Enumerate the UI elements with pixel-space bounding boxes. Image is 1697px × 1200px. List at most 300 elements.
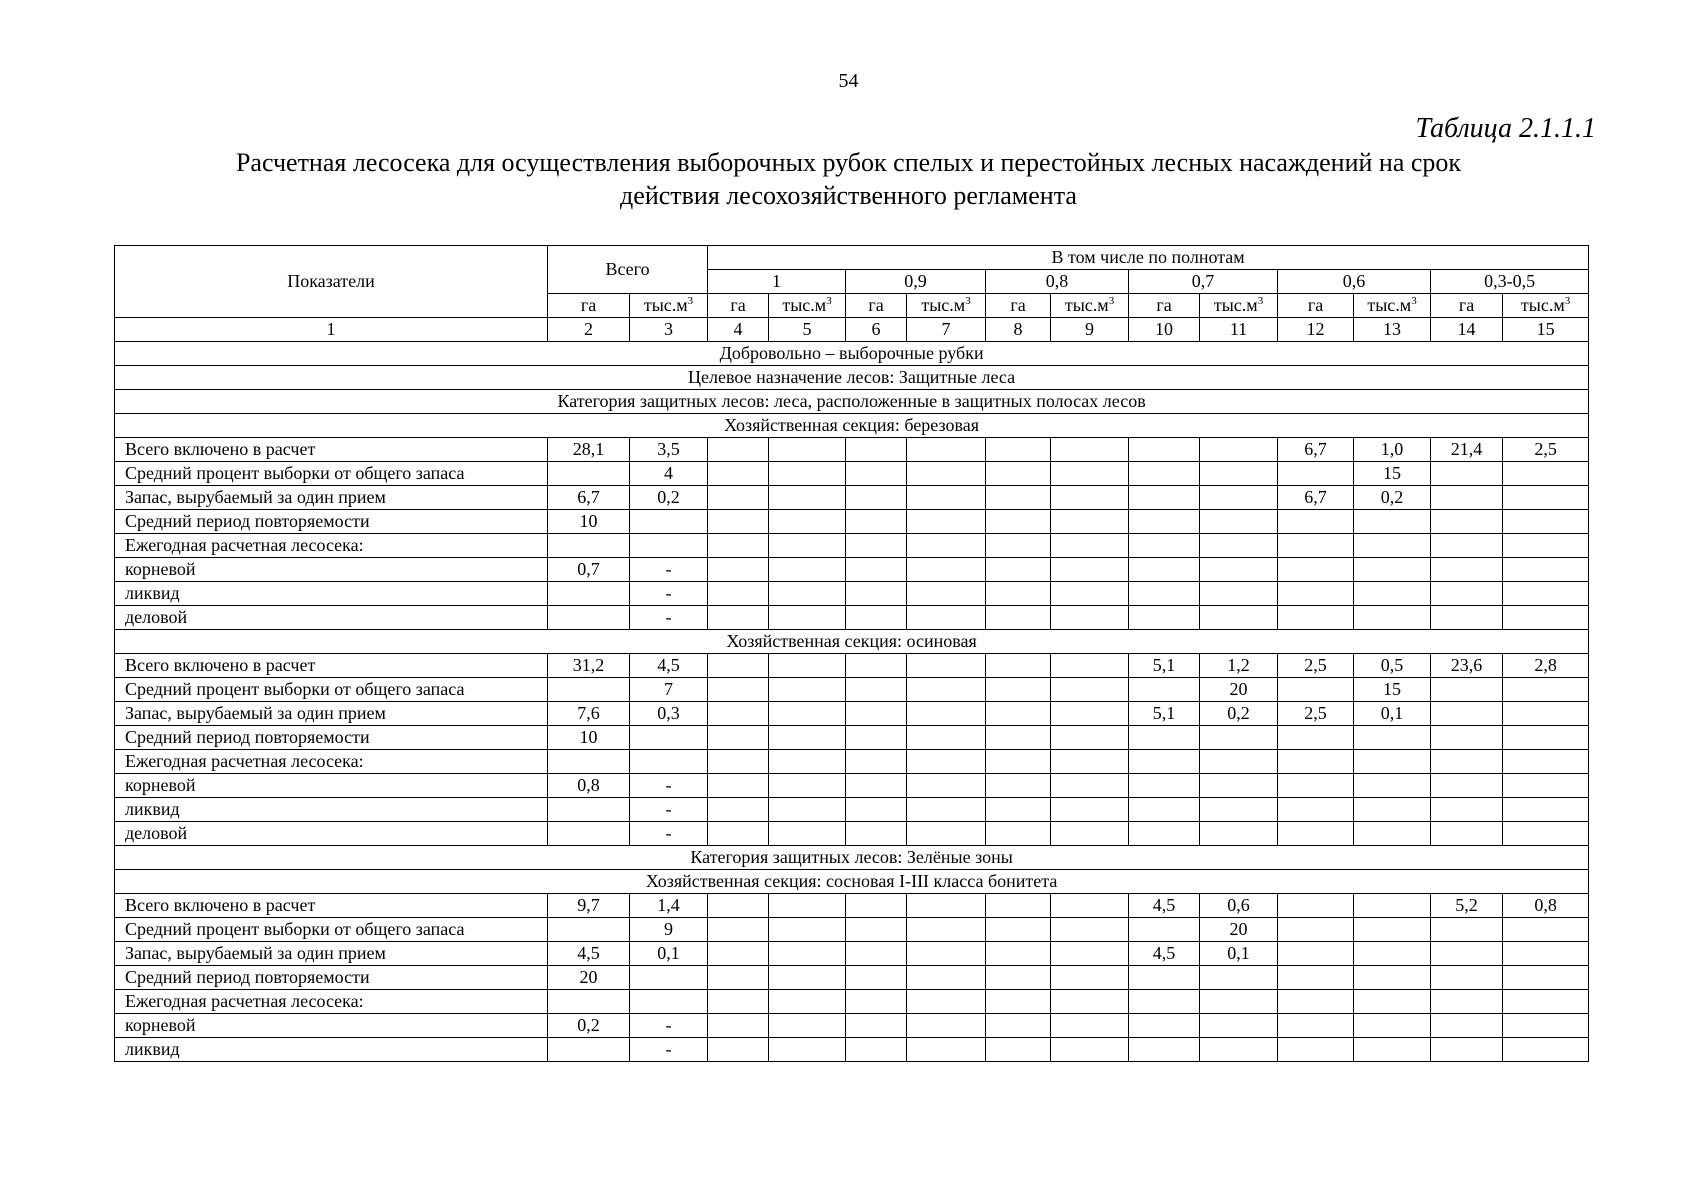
header-unit-ha: га [986, 294, 1051, 318]
table-cell [1278, 534, 1354, 558]
table-cell [708, 558, 769, 582]
table-cell: 20 [1200, 918, 1278, 942]
table-cell [1503, 966, 1589, 990]
table-cell: 2,5 [1278, 654, 1354, 678]
table-cell [846, 750, 907, 774]
row-label: ликвид [115, 1038, 548, 1062]
row-label: Запас, вырубаемый за один прием [115, 942, 548, 966]
column-number-cell: 4 [708, 318, 769, 342]
table-cell [846, 774, 907, 798]
table-cell [708, 942, 769, 966]
table-cell: 23,6 [1431, 654, 1503, 678]
table-cell [1503, 798, 1589, 822]
table-cell [548, 582, 630, 606]
table-cell [1129, 486, 1200, 510]
table-cell: 7,6 [548, 702, 630, 726]
table-cell [986, 750, 1051, 774]
table-cell [1431, 678, 1503, 702]
header-unit-ha: га [846, 294, 907, 318]
table-cell: - [630, 582, 708, 606]
table-cell [907, 510, 986, 534]
table-cell [907, 582, 986, 606]
table-cell [708, 1038, 769, 1062]
table-cell [548, 822, 630, 846]
table-cell [1503, 582, 1589, 606]
table-cell [1431, 798, 1503, 822]
table-cell [708, 582, 769, 606]
table-cell [708, 774, 769, 798]
header-density: 0,6 [1278, 270, 1431, 294]
table-cell [1354, 966, 1431, 990]
table-cell [708, 990, 769, 1014]
section-header: Добровольно – выборочные рубки [115, 342, 1589, 366]
table-cell: 4,5 [1129, 942, 1200, 966]
row-label: Средний процент выборки от общего запаса [115, 462, 548, 486]
row-label: Всего включено в расчет [115, 438, 548, 462]
table-cell [1431, 606, 1503, 630]
header-unit-volume-text: тыс.м [1367, 295, 1412, 315]
table-cell [846, 894, 907, 918]
table-cell [986, 774, 1051, 798]
table-cell [1278, 1038, 1354, 1062]
table-cell [548, 798, 630, 822]
table-cell: 5,2 [1431, 894, 1503, 918]
table-cell [708, 822, 769, 846]
table-cell [846, 462, 907, 486]
table-cell: 5,1 [1129, 702, 1200, 726]
row-label: корневой [115, 1014, 548, 1038]
table-cell: 10 [548, 510, 630, 534]
table-cell [1200, 990, 1278, 1014]
table-cell [769, 654, 846, 678]
table-cell [1200, 1014, 1278, 1038]
table-cell [846, 510, 907, 534]
header-unit-volume [1503, 294, 1589, 318]
row-label: ликвид [115, 798, 548, 822]
table-row [115, 702, 1589, 726]
header-unit-volume [1051, 294, 1129, 318]
table-cell: 4,5 [1129, 894, 1200, 918]
table-body [115, 342, 1589, 1062]
table-cell [907, 726, 986, 750]
table-row [115, 942, 1589, 966]
table-cell [1503, 918, 1589, 942]
table-cell [1200, 462, 1278, 486]
table-cell [1431, 990, 1503, 1014]
section-header-row [115, 366, 1589, 390]
row-label: корневой [115, 558, 548, 582]
table-cell [1129, 750, 1200, 774]
table-cell: 21,4 [1431, 438, 1503, 462]
table-cell [986, 510, 1051, 534]
table-cell [1200, 822, 1278, 846]
table-cell [1431, 942, 1503, 966]
table-cell [846, 486, 907, 510]
table-cell: - [630, 774, 708, 798]
table-cell [846, 654, 907, 678]
table-cell [1503, 510, 1589, 534]
header-unit-ha: га [1278, 294, 1354, 318]
table-row [115, 486, 1589, 510]
table-cell: 0,7 [548, 558, 630, 582]
row-label: Средний процент выборки от общего запаса [115, 678, 548, 702]
table-cell: 2,5 [1503, 438, 1589, 462]
table-cell [548, 918, 630, 942]
table-row [115, 606, 1589, 630]
table-cell [1129, 726, 1200, 750]
header-unit-volume-superscript: 3 [1257, 295, 1264, 307]
table-cell [1354, 942, 1431, 966]
table-cell [1354, 918, 1431, 942]
table-cell: 20 [1200, 678, 1278, 702]
table-cell [907, 966, 986, 990]
table-cell [1200, 1038, 1278, 1062]
table-cell [1129, 990, 1200, 1014]
table-cell [1051, 558, 1129, 582]
table-cell [1431, 726, 1503, 750]
header-total: Всего [548, 246, 708, 294]
header-unit-volume [1200, 294, 1278, 318]
table-title [0, 146, 1697, 212]
table-cell [907, 918, 986, 942]
table-cell: 20 [548, 966, 630, 990]
table-cell [846, 558, 907, 582]
table-cell [708, 438, 769, 462]
header-column-numbers-row [115, 318, 1589, 342]
table-cell [1354, 774, 1431, 798]
table-row [115, 534, 1589, 558]
table-cell: 31,2 [548, 654, 630, 678]
table-cell [1503, 1038, 1589, 1062]
table-cell [1129, 966, 1200, 990]
table-row [115, 750, 1589, 774]
table-cell [1503, 534, 1589, 558]
table-cell [630, 990, 708, 1014]
table-cell: - [630, 606, 708, 630]
table-cell [1278, 558, 1354, 582]
table-cell [708, 918, 769, 942]
row-label: Средний период повторяемости [115, 726, 548, 750]
table-cell [1503, 558, 1589, 582]
table-row [115, 558, 1589, 582]
header-density: 1 [708, 270, 846, 294]
table-cell [846, 966, 907, 990]
column-number-cell: 14 [1431, 318, 1503, 342]
table-cell [548, 678, 630, 702]
table-cell [846, 702, 907, 726]
table-cell [1278, 990, 1354, 1014]
table-cell: 2,8 [1503, 654, 1589, 678]
table-cell [907, 486, 986, 510]
table-cell [630, 966, 708, 990]
header-unit-volume [1354, 294, 1431, 318]
table-cell [548, 990, 630, 1014]
table-cell [708, 1014, 769, 1038]
section-header: Хозяйственная секция: березовая [115, 414, 1589, 438]
header-unit-volume-text: тыс.м [782, 295, 827, 315]
table-cell [630, 534, 708, 558]
table-row [115, 654, 1589, 678]
table-cell [907, 678, 986, 702]
table-cell [1200, 582, 1278, 606]
table-cell: 0,2 [1200, 702, 1278, 726]
column-number-cell: 8 [986, 318, 1051, 342]
header-unit-volume-text: тыс.м [1213, 295, 1258, 315]
table-cell [1051, 438, 1129, 462]
header-density: 0,9 [846, 270, 986, 294]
table-row [115, 1038, 1589, 1062]
table-cell [1354, 1038, 1431, 1062]
table-cell: 0,1 [630, 942, 708, 966]
table-cell [1431, 750, 1503, 774]
table-cell: 0,2 [1354, 486, 1431, 510]
header-unit-ha: га [708, 294, 769, 318]
column-number-cell: 3 [630, 318, 708, 342]
section-header: Категория защитных лесов: леса, расположенные в защитных полосах лесов [115, 390, 1589, 414]
header-unit-volume-superscript: 3 [965, 295, 971, 307]
table-cell [1354, 1014, 1431, 1038]
table-cell [1431, 534, 1503, 558]
table-cell: 0,6 [1200, 894, 1278, 918]
section-header-row [115, 414, 1589, 438]
row-label: Ежегодная расчетная лесосека: [115, 534, 548, 558]
row-label: Всего включено в расчет [115, 654, 548, 678]
table-cell [907, 942, 986, 966]
table-cell [1051, 774, 1129, 798]
table-cell [1503, 678, 1589, 702]
table-cell: 0,2 [548, 1014, 630, 1038]
header-indicators: Показатели [115, 246, 548, 318]
table-cell [1503, 1014, 1589, 1038]
table-cell: 0,1 [1354, 702, 1431, 726]
table-cell: 0,2 [630, 486, 708, 510]
table-cell [1431, 702, 1503, 726]
table-cell [986, 582, 1051, 606]
table-cell [986, 702, 1051, 726]
section-header-row [115, 342, 1589, 366]
column-number-cell: 9 [1051, 318, 1129, 342]
table-cell [1051, 894, 1129, 918]
table-cell [1129, 1038, 1200, 1062]
table-cell [769, 438, 846, 462]
table-cell [769, 1038, 846, 1062]
table-cell [1051, 606, 1129, 630]
table-cell [1354, 726, 1431, 750]
table-row [115, 966, 1589, 990]
table-cell [1431, 822, 1503, 846]
table-cell [846, 534, 907, 558]
table-cell [1200, 534, 1278, 558]
table-cell: 4,5 [630, 654, 708, 678]
header-unit-ha: га [1431, 294, 1503, 318]
column-number-cell: 6 [846, 318, 907, 342]
table-row [115, 774, 1589, 798]
table-cell [708, 510, 769, 534]
table-cell [769, 510, 846, 534]
table-cell [907, 654, 986, 678]
table-cell [907, 774, 986, 798]
table-cell [846, 822, 907, 846]
table-cell [630, 726, 708, 750]
table-cell [1503, 990, 1589, 1014]
table-cell [1051, 510, 1129, 534]
header-unit-volume-text: тыс.м [921, 295, 966, 315]
table-cell [1051, 990, 1129, 1014]
table-cell [986, 918, 1051, 942]
table-cell [1129, 822, 1200, 846]
header-unit-ha: га [1129, 294, 1200, 318]
table-cell [1278, 966, 1354, 990]
header-by-density: В том числе по полнотам [708, 246, 1589, 270]
table-cell [769, 966, 846, 990]
table-cell [1051, 822, 1129, 846]
table-cell [769, 486, 846, 510]
table-cell [907, 702, 986, 726]
table-cell [907, 534, 986, 558]
table-cell [1129, 582, 1200, 606]
table-cell [630, 510, 708, 534]
table-cell [1503, 774, 1589, 798]
table-cell [1051, 534, 1129, 558]
cutting-area-table [114, 245, 1589, 1062]
table-cell [1129, 774, 1200, 798]
table-row [115, 462, 1589, 486]
table-cell [1129, 918, 1200, 942]
header-density: 0,7 [1129, 270, 1278, 294]
table-cell [1129, 558, 1200, 582]
header-unit-volume [769, 294, 846, 318]
column-number-cell: 11 [1200, 318, 1278, 342]
header-unit-volume [630, 294, 708, 318]
table-row [115, 678, 1589, 702]
table-cell: 2,5 [1278, 702, 1354, 726]
table-cell [1354, 606, 1431, 630]
table-cell [907, 462, 986, 486]
table-cell [769, 462, 846, 486]
table-row [115, 798, 1589, 822]
table-cell [1200, 438, 1278, 462]
table-cell [907, 1014, 986, 1038]
table-cell: 7 [630, 678, 708, 702]
table-cell [769, 750, 846, 774]
table-cell [907, 894, 986, 918]
table-cell: 9,7 [548, 894, 630, 918]
table-cell [907, 558, 986, 582]
table-cell [1051, 462, 1129, 486]
table-cell: 0,3 [630, 702, 708, 726]
table-cell [1051, 726, 1129, 750]
header-unit-volume-superscript: 3 [826, 295, 832, 307]
table-cell [769, 774, 846, 798]
table-cell: 15 [1354, 462, 1431, 486]
table-cell [1431, 774, 1503, 798]
table-cell [1431, 966, 1503, 990]
table-row [115, 822, 1589, 846]
table-cell [769, 702, 846, 726]
section-header-row [115, 390, 1589, 414]
section-header: Хозяйственная секция: сосновая I-III класса бонитета [115, 870, 1589, 894]
table-row [115, 918, 1589, 942]
table-cell [769, 990, 846, 1014]
table-cell [1200, 966, 1278, 990]
table-cell [1431, 510, 1503, 534]
section-header: Категория защитных лесов: Зелёные зоны [115, 846, 1589, 870]
table-cell [1354, 534, 1431, 558]
header-unit-volume-text: тыс.м [1520, 295, 1565, 315]
column-number-cell: 5 [769, 318, 846, 342]
table-cell [846, 438, 907, 462]
table-cell [769, 534, 846, 558]
table-cell [986, 1038, 1051, 1062]
table-cell: 15 [1354, 678, 1431, 702]
table-cell: - [630, 822, 708, 846]
table-cell [846, 1014, 907, 1038]
table-cell: 4,5 [548, 942, 630, 966]
table-label: Таблица 2.1.1.1 [1415, 113, 1596, 144]
table-cell [1354, 822, 1431, 846]
table-cell [1431, 1038, 1503, 1062]
row-label: Средний период повторяемости [115, 966, 548, 990]
table-cell [1051, 678, 1129, 702]
table-cell [1051, 966, 1129, 990]
row-label: Ежегодная расчетная лесосека: [115, 750, 548, 774]
table-cell: 28,1 [548, 438, 630, 462]
table-cell [1278, 510, 1354, 534]
table-cell [846, 606, 907, 630]
table-cell [907, 822, 986, 846]
table-cell [1051, 798, 1129, 822]
table-cell [1278, 942, 1354, 966]
table-row [115, 990, 1589, 1014]
header-unit-volume-superscript: 3 [1564, 295, 1571, 307]
table-cell [769, 894, 846, 918]
column-number-cell: 7 [907, 318, 986, 342]
table-cell [708, 702, 769, 726]
table-cell [1354, 798, 1431, 822]
table-cell: 5,1 [1129, 654, 1200, 678]
table-cell: 1,4 [630, 894, 708, 918]
row-label: Средний процент выборки от общего запаса [115, 918, 548, 942]
table-cell [1431, 486, 1503, 510]
table-cell [1200, 750, 1278, 774]
table-cell [1278, 606, 1354, 630]
table-cell [1051, 1014, 1129, 1038]
table-cell [1354, 990, 1431, 1014]
table-cell [986, 486, 1051, 510]
table-cell: - [630, 1038, 708, 1062]
table-cell [708, 966, 769, 990]
table-cell [846, 990, 907, 1014]
header-unit-volume-superscript: 3 [1108, 295, 1115, 307]
table-cell [769, 558, 846, 582]
table-cell [1503, 606, 1589, 630]
table-cell [769, 1014, 846, 1038]
table-cell: 0,8 [548, 774, 630, 798]
table-cell: 0,8 [1503, 894, 1589, 918]
table-cell [769, 678, 846, 702]
table-cell [1051, 702, 1129, 726]
table-cell [708, 606, 769, 630]
column-number-cell: 2 [548, 318, 630, 342]
table-row [115, 582, 1589, 606]
table-cell [708, 678, 769, 702]
table-cell [1200, 606, 1278, 630]
table-cell [708, 726, 769, 750]
table-cell [769, 918, 846, 942]
table-cell: - [630, 1014, 708, 1038]
table-cell [1354, 582, 1431, 606]
table-cell [548, 606, 630, 630]
